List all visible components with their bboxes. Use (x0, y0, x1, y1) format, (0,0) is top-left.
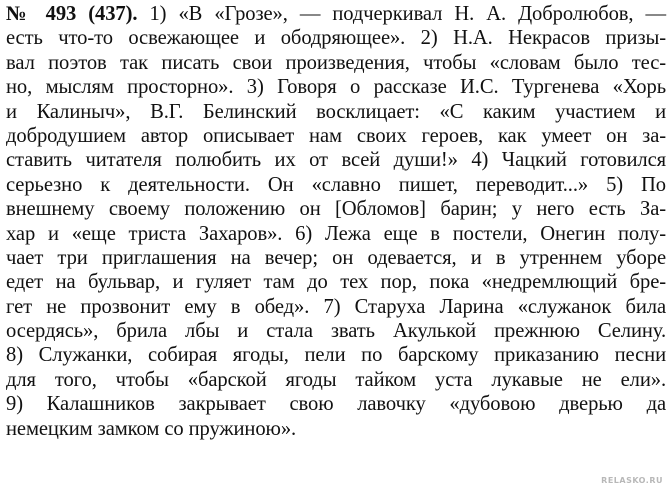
text-line-16: для того, чтобы «барской ягоды тайком уста лукавые не ели». (6, 368, 666, 391)
site-watermark: RELASKO.RU (601, 476, 663, 485)
text-line-18: немецким замком со пружиною». (6, 417, 297, 440)
text-line-10: хар и «еще триста Захаров». 6) Лежа еще в постели, Онегин полу- (6, 222, 666, 245)
text-line-15: 8) Служанки, собирая ягоды, пели по барскому приказанию песни (6, 344, 666, 367)
text-line-12: едет на бульвар, и гуляет там до тех пор, пока «недремлющий бре- (6, 271, 666, 294)
text-line-4: но, мыслям просторно». 3) Говоря о рассказе И.С. Тургенева «Хорь (6, 76, 666, 99)
text-line-2: есть что-то освежающее и ободряющее». 2) Н.А. Некрасов призы- (6, 27, 666, 50)
exercise-text (6, 2, 666, 441)
text-line-14: осердясь», брила лбы и стала звать Акулькой прежнюю Селину. (6, 320, 666, 343)
line-text: 1) «В «Грозе», — подчеркивал Н. А. Добролюбов, — (137, 3, 667, 25)
text-line-8: серьезно к деятельности. Он «славно пишет, переводит...» 5) По (6, 173, 666, 196)
text-line-13: гет не прозвонит ему в обед». 7) Старуха Ларина «служанок била (6, 295, 666, 318)
text-line-3: вал поэтов так писать свои произведения, чтобы «словам было тес- (6, 51, 666, 74)
text-line-1 (6, 2, 666, 26)
text-line-7: ставить читателя полюбить их от всей души!» 4) Чацкий готовился (6, 149, 666, 172)
text-line-11: чает три приглашения на вечер; он одевается, и в утреннем уборе (6, 246, 666, 269)
text-line-9: внешнему своему положению он [Обломов] барин; у него есть За- (6, 198, 666, 221)
text-line-6: добродушием автор описывает нам своих героев, как умеет он за- (6, 124, 666, 147)
text-line-17: 9) Калашников закрывает свою лавочку «дубовою дверью да (6, 393, 666, 416)
exercise-number: № 493 (437). (6, 3, 138, 25)
text-line-5: и Калиныч», В.Г. Белинский восклицает: «С каким участием и (6, 100, 666, 123)
